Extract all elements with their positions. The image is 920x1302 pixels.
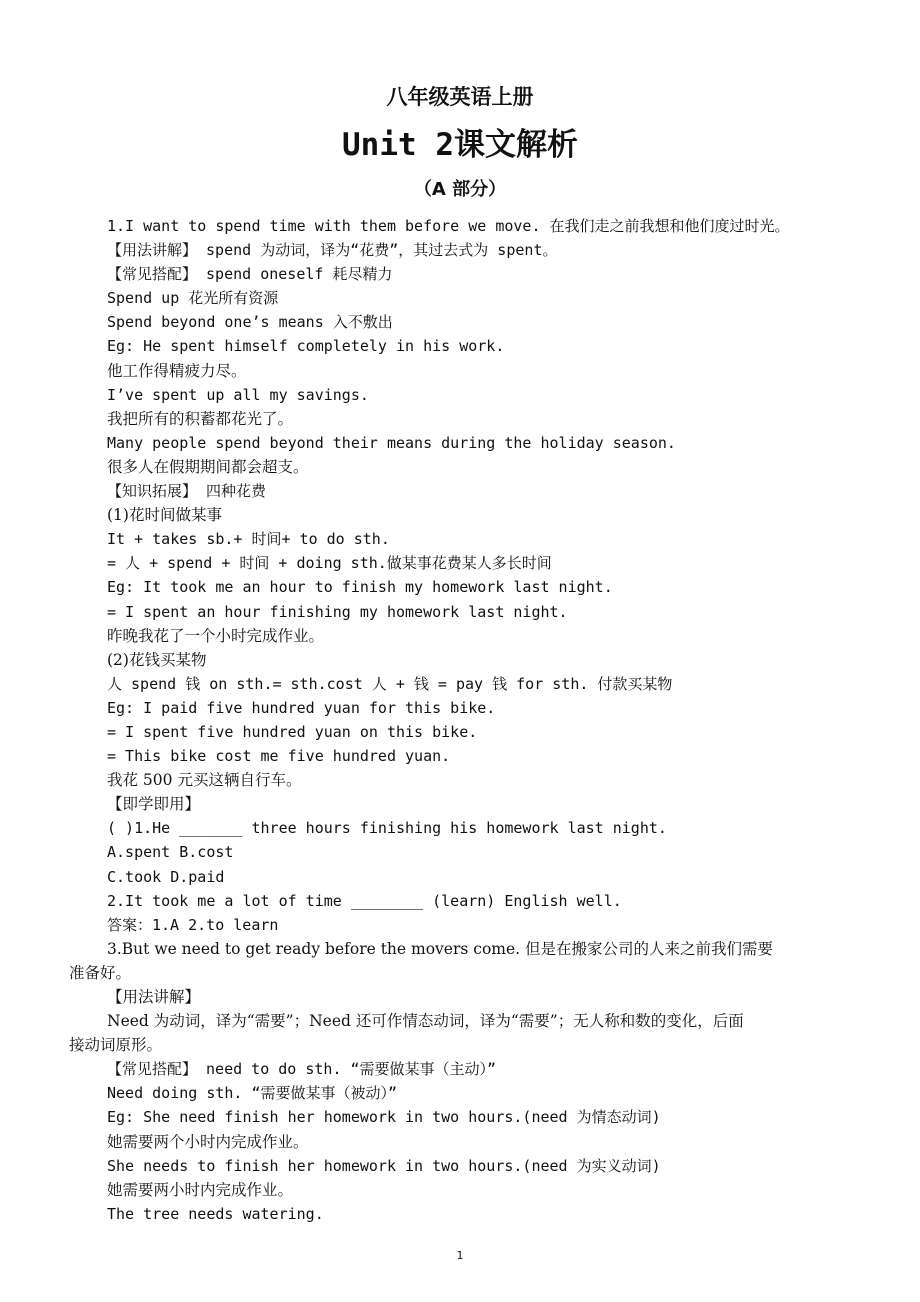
example-translation: 很多人在假期期间都会超支。	[107, 457, 309, 476]
point-3-sentence-cont: 准备好。	[69, 963, 132, 982]
example-translation: 我花 500 元买这辆自行车。	[107, 771, 302, 790]
usage-note: Need 为动词，译为“需要”；Need 还可作情态动词，译为“需要”；无人称和数的变化，后面	[107, 1012, 744, 1031]
point-3-sentence: 3.But we need to get ready before the movers come. 但是在搬家公司的人来之前我们需要	[107, 939, 774, 958]
exercise-options: C.took D.paid	[107, 867, 225, 886]
collocation-heading: 【常见搭配】 spend oneself 耗尽精力	[107, 265, 393, 284]
example-sentence: I’ve spent up all my savings.	[107, 385, 369, 404]
example-sentence: Eg: She need finish her homework in two hours.(need 为情态动词)	[107, 1108, 661, 1127]
exercise-options: A.spent B.cost	[107, 843, 234, 862]
example-sentence: She needs to finish her homework in two hours.(need 为实义动词)	[107, 1156, 661, 1175]
pattern-line: = 人 + spend + 时间 + doing sth.做某事花费某人多长时间	[107, 554, 552, 573]
example-sentence: Eg: I paid five hundred yuan for this bike.	[107, 698, 496, 717]
collocation-heading: 【常见搭配】 need to do sth. “需要做某事（主动）”	[107, 1060, 497, 1079]
lesson-body	[69, 214, 852, 1226]
example-translation: 她需要两个小时内完成作业。	[107, 1132, 309, 1151]
example-sentence: Many people spend beyond their means during the holiday season.	[107, 433, 676, 452]
example-translation: 她需要两小时内完成作业。	[107, 1180, 294, 1199]
unit-subtitle: 课文解析	[453, 127, 578, 163]
example-translation: 昨晚我花了一个小时完成作业。	[107, 626, 325, 645]
unit-number: Unit 2	[342, 127, 454, 163]
example-translation: 他工作得精疲力尽。	[107, 361, 247, 380]
usage-note: 【用法讲解】 spend 为动词，译为“花费”，其过去式为 spent。	[107, 241, 558, 260]
example-sentence: = This bike cost me five hundred yuan.	[107, 747, 451, 766]
extension-heading: 【知识拓展】 四种花费	[107, 482, 267, 501]
collocation-line: Need doing sth. “需要做某事（被动）”	[107, 1084, 398, 1103]
practice-heading: 【即学即用】	[107, 795, 201, 814]
example-sentence: = I spent an hour finishing my homework last night.	[107, 602, 568, 621]
example-sentence: The tree needs watering.	[107, 1204, 324, 1223]
point-1-sentence: 1.I want to spend time with them before we move. 在我们走之前我想和他们度过时光。	[107, 217, 790, 235]
subpoint-heading: (2)花钱买某物	[107, 650, 207, 669]
usage-note-cont: 接动词原形。	[69, 1036, 163, 1055]
page-number: 1	[456, 1249, 464, 1262]
answer-key: 答案：1.A 2.to learn	[107, 915, 279, 934]
exercise-question: ( )1.He _______ three hours finishing his homework last night.	[107, 819, 667, 838]
example-sentence: Eg: It took me an hour to finish my homework last night.	[107, 578, 613, 597]
collocation-line: Spend beyond one’s means 入不敷出	[107, 313, 393, 332]
exercise-question: 2.It took me a lot of time ________ (learn) English well.	[107, 891, 622, 910]
example-sentence: = I spent five hundred yuan on this bike.	[107, 722, 478, 741]
unit-title	[0, 124, 920, 166]
subpoint-heading: (1)花时间做某事	[107, 506, 222, 525]
usage-heading: 【用法讲解】	[107, 988, 201, 1006]
part-label: （A 部分）	[413, 179, 507, 200]
example-translation: 我把所有的积蓄都花光了。	[107, 409, 294, 428]
pattern-line: It + takes sb.+ 时间+ to do sth.	[107, 530, 390, 549]
grade-title: 八年级英语上册	[386, 85, 534, 109]
collocation-line: Spend up 花光所有资源	[107, 289, 279, 308]
pattern-line: 人 spend 钱 on sth.= sth.cost 人 + 钱 = pay 钱 for sth. 付款买某物	[107, 674, 673, 693]
example-sentence: Eg: He spent himself completely in his work.	[107, 337, 505, 356]
